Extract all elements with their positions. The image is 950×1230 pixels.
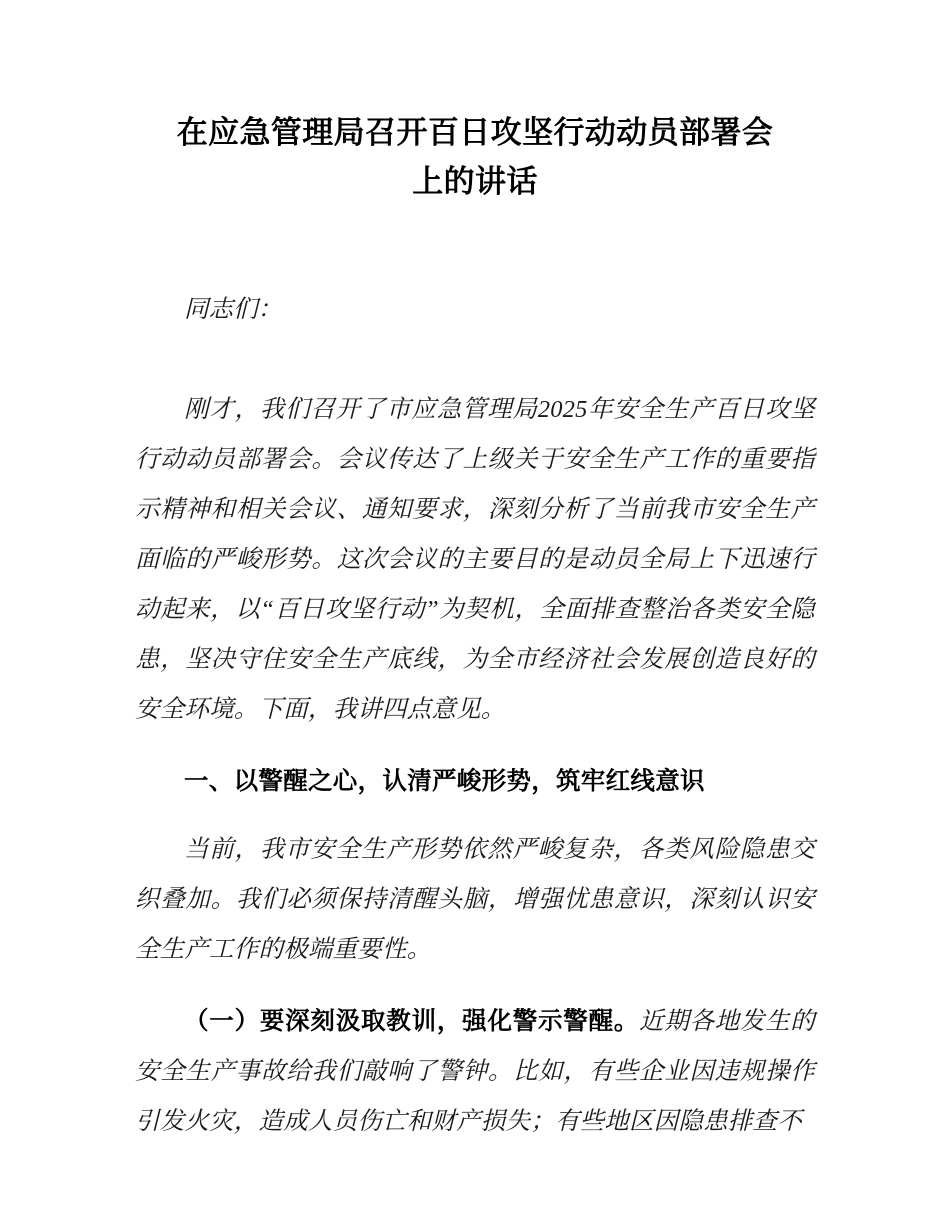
subsection-body-text: 近期各地发生的安全生产事故给我们敲响了警钟。比如，有些企业因违规操作引发火灾，造成人员伤亡和财产损失；有些地区因隐患排查不 [135, 1008, 815, 1135]
document-content [135, 285, 815, 1147]
title-line-2: 上的讲话 [412, 164, 538, 199]
spacer [135, 735, 815, 757]
page-title [135, 108, 815, 206]
paragraph-section-1-body: 当前，我市安全生产形势依然严峻复杂，各类风险隐患交织叠加。我们必须保持清醒头脑，增强忧患意识，深刻认识安全生产工作的极端重要性。 [135, 836, 815, 963]
spacer [135, 335, 815, 385]
spacer [135, 975, 815, 997]
paragraph-opening: 刚才，我们召开了市应急管理局2025年安全生产百日攻坚行动动员部署会。会议传达了上级关于安全生产工作的重要指示精神和相关会议、通知要求，深刻分析了当前我市安全生产面临的严峻形势。这次会议的主要目的是动员全局上下迅速行动起来，以“百日攻坚行动”为契机，全面排查整治各类安全隐患，坚决守住安全生产底线，为全市经济社会发展创造良好的安全环境。下面，我讲四点意见。 [135, 396, 815, 723]
subsection-lead-in: （一）要深刻汲取教训，强化警示警醒。 [184, 1008, 640, 1035]
paragraph-subsection-1-1 [135, 997, 815, 1147]
section-heading-1: 一、以警醒之心，认清严峻形势，筑牢红线意识 [184, 768, 705, 795]
spacer [135, 807, 815, 825]
salutation: 同志们： [184, 296, 282, 323]
title-line-1: 在应急管理局召开百日攻坚行动动员部署会 [176, 115, 774, 150]
